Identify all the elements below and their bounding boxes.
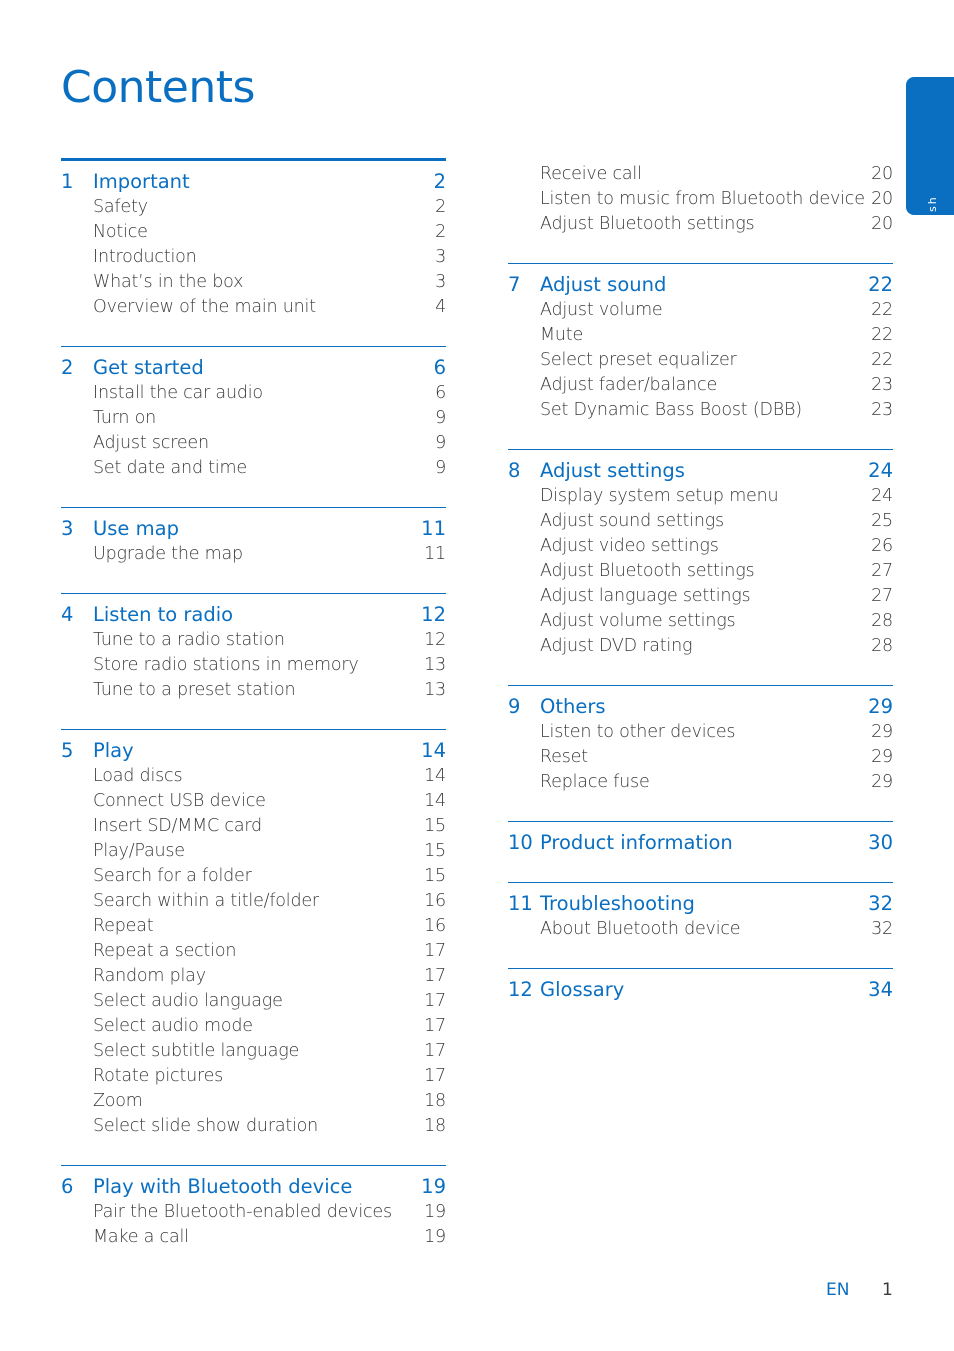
section-page-number: 2 — [433, 170, 446, 193]
toc-entry-title: Search within a title/folder — [93, 891, 319, 911]
toc-entry[interactable] — [61, 1114, 446, 1139]
toc-entry[interactable] — [508, 917, 893, 942]
toc-entry[interactable] — [61, 653, 446, 678]
section-number: 6 — [61, 1175, 74, 1198]
language-tab-label: English — [926, 195, 939, 249]
toc-section-heading[interactable] — [61, 516, 446, 542]
toc-entry-title: Select subtitle language — [93, 1041, 300, 1061]
toc-entry-title: Turn on — [93, 408, 157, 428]
toc-entry-title: Reset — [540, 747, 588, 767]
toc-entry[interactable] — [61, 1200, 446, 1225]
toc-entry-page: 19 — [424, 1227, 446, 1247]
section-title: Get started — [93, 356, 204, 379]
toc-entry-title: Tune to a radio station — [93, 630, 285, 650]
toc-entry[interactable] — [508, 720, 893, 745]
toc-section-5 — [61, 729, 446, 1139]
section-number: 2 — [61, 356, 74, 379]
toc-entry-page: 4 — [435, 297, 446, 317]
toc-entry-title: Load discs — [93, 766, 183, 786]
toc-entry-page: 20 — [871, 214, 893, 234]
toc-section-heading[interactable] — [508, 891, 893, 917]
section-number: 7 — [508, 273, 521, 296]
toc-entry-page: 25 — [871, 511, 893, 531]
section-page-number: 34 — [868, 978, 893, 1001]
toc-section-2 — [61, 346, 446, 481]
toc-entry-page: 22 — [871, 300, 893, 320]
toc-entry[interactable] — [61, 1039, 446, 1064]
toc-entry-title: Set date and time — [93, 458, 247, 478]
toc-entry[interactable] — [61, 1225, 446, 1250]
toc-entry-title: Store radio stations in memory — [93, 655, 359, 675]
toc-entry[interactable] — [61, 542, 446, 567]
section-page-number: 32 — [868, 892, 893, 915]
section-number: 9 — [508, 695, 521, 718]
section-title: Use map — [93, 517, 179, 540]
toc-entry[interactable] — [508, 584, 893, 609]
toc-entry-title: Search for a folder — [93, 866, 252, 886]
toc-entry[interactable] — [61, 678, 446, 703]
toc-entry[interactable] — [61, 1064, 446, 1089]
section-title: Others — [540, 695, 606, 718]
toc-entry-title: Install the car audio — [93, 383, 263, 403]
toc-entry-title: Adjust Bluetooth settings — [540, 561, 755, 581]
toc-section-heading[interactable] — [508, 694, 893, 720]
section-title: Play with Bluetooth device — [93, 1175, 353, 1198]
toc-entry-title: Make a call — [93, 1227, 189, 1247]
section-title: Important — [93, 170, 190, 193]
section-page-number: 24 — [868, 459, 893, 482]
language-tab — [906, 77, 954, 249]
toc-entry-title: Repeat — [93, 916, 154, 936]
toc-section-heading[interactable] — [61, 738, 446, 764]
toc-entry-title: Adjust fader/balance — [540, 375, 718, 395]
section-title: Glossary — [540, 978, 625, 1001]
toc-section-10 — [508, 821, 893, 856]
toc-entry-page: 19 — [424, 1202, 446, 1222]
toc-section-7 — [508, 263, 893, 423]
toc-entry-title: Introduction — [93, 247, 197, 267]
toc-section-1 — [61, 158, 446, 320]
toc-entry-page: 29 — [871, 747, 893, 767]
toc-entry-title: Safety — [93, 197, 148, 217]
section-page-number: 11 — [421, 517, 446, 540]
toc-entry-title: Listen to other devices — [540, 722, 736, 742]
section-title: Play — [93, 739, 134, 762]
toc-entry[interactable] — [508, 509, 893, 534]
toc-section-heading[interactable] — [508, 977, 893, 1003]
toc-entry[interactable] — [508, 212, 893, 237]
toc-entry[interactable] — [61, 839, 446, 864]
toc-entry-page: 18 — [424, 1116, 446, 1136]
section-page-number: 22 — [868, 273, 893, 296]
toc-entry-page: 15 — [424, 816, 446, 836]
toc-entry-page: 2 — [435, 197, 446, 217]
toc-entry-page: 15 — [424, 841, 446, 861]
toc-section-heading[interactable] — [508, 830, 893, 856]
toc-entry-page: 14 — [424, 766, 446, 786]
toc-section-4 — [61, 593, 446, 703]
toc-entry[interactable] — [508, 373, 893, 398]
toc-entry-page: 29 — [871, 722, 893, 742]
toc-entry[interactable] — [508, 609, 893, 634]
toc-entry-title: Adjust screen — [93, 433, 209, 453]
section-page-number: 12 — [421, 603, 446, 626]
toc-entry[interactable] — [508, 484, 893, 509]
toc-entry-page: 9 — [435, 408, 446, 428]
toc-entry-page: 3 — [435, 247, 446, 267]
toc-entry-title: Zoom — [93, 1091, 143, 1111]
toc-entry[interactable] — [61, 628, 446, 653]
toc-entry[interactable] — [61, 914, 446, 939]
toc-entry[interactable] — [508, 187, 893, 212]
toc-section-3 — [61, 507, 446, 567]
toc-section-heading[interactable] — [61, 602, 446, 628]
toc-entry[interactable] — [61, 814, 446, 839]
toc-entry-page: 17 — [424, 1066, 446, 1086]
toc-entry-title: What’s in the box — [93, 272, 244, 292]
toc-section-8 — [508, 449, 893, 659]
toc-entry-title: Tune to a preset station — [93, 680, 296, 700]
toc-entry-title: Select preset equalizer — [540, 350, 737, 370]
toc-entry[interactable] — [508, 323, 893, 348]
toc-entry-title: Notice — [93, 222, 148, 242]
toc-entry-page: 28 — [871, 611, 893, 631]
section-number: 1 — [61, 170, 74, 193]
section-number: 10 — [508, 831, 533, 854]
toc-entry[interactable] — [61, 864, 446, 889]
toc-entry-title: Select slide show duration — [93, 1116, 319, 1136]
toc-entry-page: 20 — [871, 164, 893, 184]
toc-entry-title: Upgrade the map — [93, 544, 243, 564]
section-title: Adjust sound — [540, 273, 667, 296]
toc-entry-title: Adjust volume settings — [540, 611, 736, 631]
toc-entry-page: 12 — [424, 630, 446, 650]
toc-entry-page: 16 — [424, 891, 446, 911]
toc-entry-page: 24 — [871, 486, 893, 506]
toc-entry-title: Connect USB device — [93, 791, 266, 811]
toc-entry[interactable] — [508, 634, 893, 659]
footer-language: EN — [826, 1280, 850, 1300]
toc-entry-page: 2 — [435, 222, 446, 242]
toc-entry[interactable] — [61, 270, 446, 295]
section-page-number: 29 — [868, 695, 893, 718]
toc-entry-title: Adjust Bluetooth settings — [540, 214, 755, 234]
section-title: Listen to radio — [93, 603, 234, 626]
toc-entry[interactable] — [61, 431, 446, 456]
toc-entry-page: 32 — [871, 919, 893, 939]
toc-entry-title: Adjust language settings — [540, 586, 751, 606]
toc-section-heading[interactable] — [508, 272, 893, 298]
toc-entry-page: 9 — [435, 458, 446, 478]
toc-section-heading[interactable] — [61, 1174, 446, 1200]
section-title: Troubleshooting — [540, 892, 695, 915]
toc-entry[interactable] — [61, 245, 446, 270]
toc-entry-title: Select audio language — [93, 991, 283, 1011]
toc-entry[interactable] — [61, 789, 446, 814]
toc-entry-title: Listen to music from Bluetooth device — [540, 189, 865, 209]
section-title: Product information — [540, 831, 733, 854]
toc-entry[interactable] — [61, 989, 446, 1014]
toc-entry-page: 15 — [424, 866, 446, 886]
toc-entry-page: 9 — [435, 433, 446, 453]
toc-entry-page: 17 — [424, 941, 446, 961]
toc-entry-page: 17 — [424, 1016, 446, 1036]
toc-entry[interactable] — [508, 534, 893, 559]
toc-entry-title: Set Dynamic Bass Boost (DBB) — [540, 400, 802, 420]
toc-entry-title: Select audio mode — [93, 1016, 253, 1036]
toc-entry-title: Play/Pause — [93, 841, 185, 861]
toc-entry[interactable] — [508, 398, 893, 423]
toc-entry[interactable] — [61, 406, 446, 431]
toc-section-11 — [508, 882, 893, 942]
toc-entry-title: Adjust volume — [540, 300, 663, 320]
toc-entry-page: 23 — [871, 375, 893, 395]
toc-entry-title: Adjust DVD rating — [540, 636, 693, 656]
toc-left-column — [61, 158, 446, 1250]
section-number: 8 — [508, 459, 521, 482]
toc-entry-title: Receive call — [540, 164, 642, 184]
footer-page-number: 1 — [882, 1280, 893, 1300]
toc-section-heading[interactable] — [61, 169, 446, 195]
toc-entry[interactable] — [508, 348, 893, 373]
toc-entry[interactable] — [508, 770, 893, 795]
toc-entry-page: 16 — [424, 916, 446, 936]
section-number: 12 — [508, 978, 533, 1001]
toc-entry-title: Display system setup menu — [540, 486, 779, 506]
section-page-number: 14 — [421, 739, 446, 762]
toc-entry-page: 14 — [424, 791, 446, 811]
toc-entry-title: Repeat a section — [93, 941, 237, 961]
toc-entry-page: 11 — [424, 544, 446, 564]
toc-entry-page: 27 — [871, 586, 893, 606]
toc-entry-title: Rotate pictures — [93, 1066, 224, 1086]
toc-entry-page: 29 — [871, 772, 893, 792]
page-title: Contents — [61, 62, 255, 113]
toc-entry-page: 17 — [424, 966, 446, 986]
toc-entry[interactable] — [61, 964, 446, 989]
section-number: 5 — [61, 739, 74, 762]
toc-entry-page: 6 — [435, 383, 446, 403]
toc-entry[interactable] — [61, 764, 446, 789]
section-page-number: 30 — [868, 831, 893, 854]
section-page-number: 6 — [433, 356, 446, 379]
toc-section-heading[interactable] — [508, 458, 893, 484]
toc-section-9 — [508, 685, 893, 795]
toc-entry-page: 18 — [424, 1091, 446, 1111]
toc-entry-page: 17 — [424, 991, 446, 1011]
toc-entry-title: Insert SD/MMC card — [93, 816, 262, 836]
toc-entry-page: 28 — [871, 636, 893, 656]
toc-entry[interactable] — [61, 1014, 446, 1039]
toc-entry-title: Mute — [540, 325, 584, 345]
toc-entry-title: Adjust sound settings — [540, 511, 724, 531]
toc-right-column — [508, 158, 893, 1003]
toc-section-continued — [508, 158, 893, 237]
toc-entry-page: 26 — [871, 536, 893, 556]
toc-entry-title: Replace fuse — [540, 772, 650, 792]
toc-entry[interactable] — [61, 381, 446, 406]
toc-entry[interactable] — [61, 1089, 446, 1114]
toc-entry[interactable] — [508, 559, 893, 584]
section-page-number: 19 — [421, 1175, 446, 1198]
toc-section-heading[interactable] — [61, 355, 446, 381]
toc-entry[interactable] — [61, 220, 446, 245]
toc-entry-title: Pair the Bluetooth-enabled devices — [93, 1202, 392, 1222]
toc-section-12 — [508, 968, 893, 1003]
section-number: 4 — [61, 603, 74, 626]
toc-entry-page: 13 — [424, 680, 446, 700]
toc-entry[interactable] — [508, 745, 893, 770]
toc-entry-title: Adjust video settings — [540, 536, 719, 556]
toc-entry-page: 17 — [424, 1041, 446, 1061]
toc-entry-page: 20 — [871, 189, 893, 209]
toc-entry-page: 13 — [424, 655, 446, 675]
section-title: Adjust settings — [540, 459, 685, 482]
toc-entry-title: Overview of the main unit — [93, 297, 316, 317]
toc-entry-title: About Bluetooth device — [540, 919, 741, 939]
toc-entry[interactable] — [508, 162, 893, 187]
toc-entry[interactable] — [61, 195, 446, 220]
toc-entry-page: 3 — [435, 272, 446, 292]
toc-section-6 — [61, 1165, 446, 1250]
toc-entry[interactable] — [61, 295, 446, 320]
toc-entry[interactable] — [61, 456, 446, 481]
toc-entry-page: 27 — [871, 561, 893, 581]
toc-entry-page: 22 — [871, 350, 893, 370]
section-number: 11 — [508, 892, 533, 915]
section-number: 3 — [61, 517, 74, 540]
toc-entry-page: 23 — [871, 400, 893, 420]
toc-entry-title: Random play — [93, 966, 206, 986]
toc-entry-page: 22 — [871, 325, 893, 345]
toc-entry[interactable] — [61, 939, 446, 964]
toc-entry[interactable] — [61, 889, 446, 914]
toc-entry[interactable] — [508, 298, 893, 323]
